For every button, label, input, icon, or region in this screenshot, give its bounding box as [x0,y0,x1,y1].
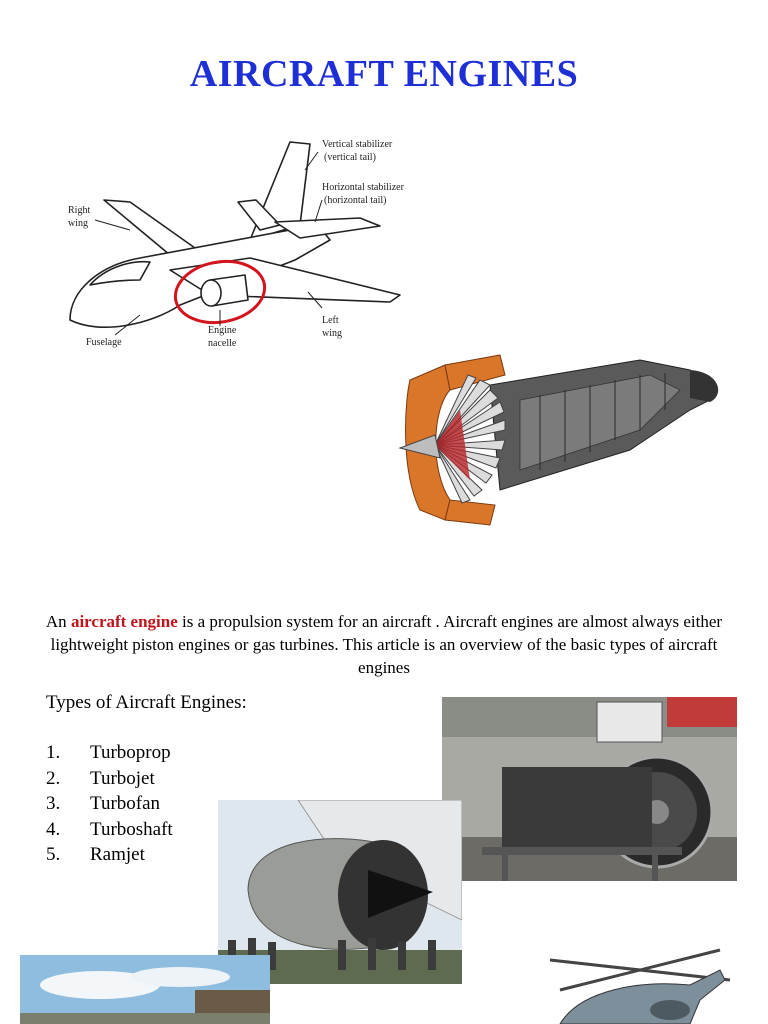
list-item-number: 1. [46,742,61,763]
label-left-wing: wing [322,328,342,339]
intro-highlight: aircraft engine [70,612,178,631]
museum-engine-svg [442,697,737,881]
right-wing-shape [104,200,195,255]
intro-prefix: An [45,612,71,631]
label-horizontal-tail: (horizontal tail) [324,195,387,206]
label-right-wing: wing [68,218,88,229]
list-item-label: Turboprop [90,742,171,763]
list-item [46,791,173,817]
list-item-number: 2. [46,767,61,789]
list-item-label: Turboshaft [90,818,173,840]
list-item [46,842,173,868]
types-heading: Types of Aircraft Engines: [46,692,247,713]
label-nacelle: nacelle [208,338,237,349]
intro-rest: is a propulsion system for an aircraft . Aircraft engines are almost always either lightweight piston engines or gas turbines. This article is an overview of the basic types of aircraft engines [50,612,723,677]
list-item [46,766,173,792]
label-vertical-stabilizer: Vertical stabilizer [322,139,393,150]
label-engine: Engine [208,325,237,336]
airplane-diagram [60,130,420,360]
list-item-number: 3. [46,793,61,814]
label-fuselage: Fuselage [86,337,122,348]
list-item-label: Turbojet [90,767,155,789]
sky-photo-svg [20,955,270,1024]
types-list [46,740,173,868]
list-item [46,817,173,843]
list-item [46,740,173,766]
intro-paragraph [30,610,738,679]
helicopter-image [520,940,740,1024]
airplane-diagram-svg [60,130,420,360]
page-title: AIRCRAFT ENGINES [189,53,579,95]
label-left: Left [322,315,339,326]
sky-photo [20,955,270,1024]
list-item-number: 4. [46,818,61,840]
engine-cutaway-image [390,340,730,540]
engine-cutaway-svg [390,340,730,540]
label-right: Right [68,205,91,216]
label-vertical-tail: (vertical tail) [324,152,376,163]
label-horizontal-stabilizer: Horizontal stabilizer [322,182,404,193]
list-item-label: Ramjet [90,844,145,865]
helicopter-svg [520,940,740,1024]
list-item-number: 5. [46,844,61,865]
museum-engine-photo [442,697,737,881]
list-item-label: Turbofan [90,793,161,814]
